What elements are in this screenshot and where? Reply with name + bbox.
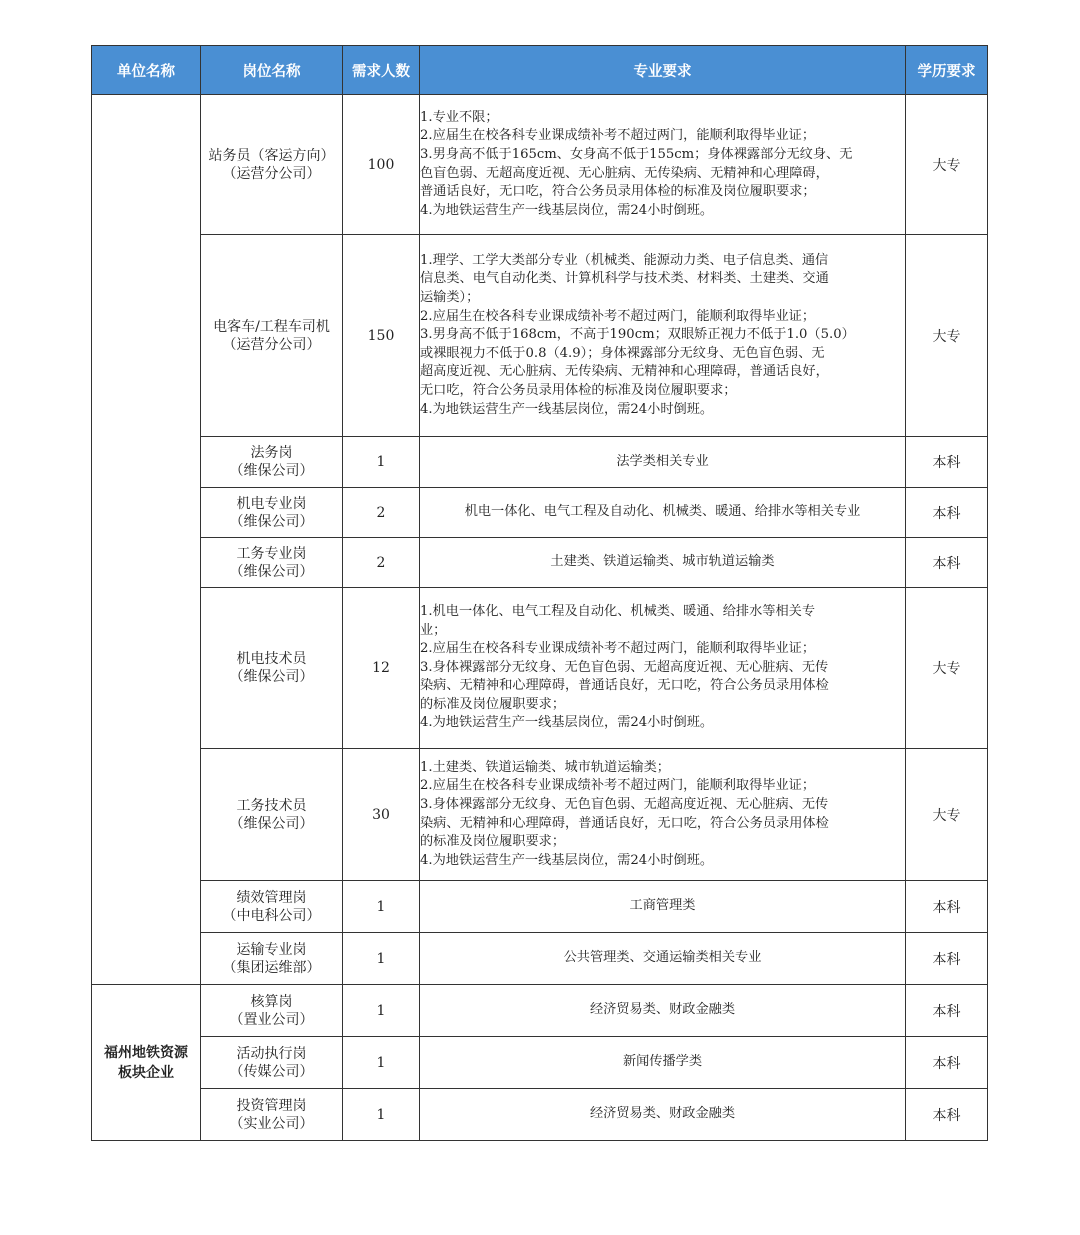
requirement-line: 2.应届生在校各科专业课成绩补考不超过两门，能顺利取得毕业证；: [420, 778, 816, 794]
position-title: 法务岗: [250, 445, 293, 461]
job-requirements-table: [91, 45, 988, 1141]
requirement-line: 色盲色弱、无超高度近视、无心脏病、无传染病、无精神和心理障碍，: [420, 165, 829, 181]
requirement-line: 3.身体裸露部分无纹身、无色盲色弱、无超高度近视、无心脏病、无传: [420, 796, 829, 812]
headcount-cell: 12: [343, 588, 420, 749]
position-department: （维保公司）: [229, 463, 314, 479]
table-row: [92, 235, 988, 437]
table-row: [92, 437, 988, 488]
requirement-line: 1.理学、工学大类部分专业（机械类、能源动力类、电子信息类、通信: [420, 252, 829, 268]
requirement-line: 的标准及岗位履职要求；: [420, 834, 566, 850]
requirement-line: 公共管理类、交通运输类相关专业: [563, 950, 762, 966]
header-count: 需求人数: [343, 46, 420, 95]
unit-name-line: 板块企业: [118, 1064, 174, 1081]
position-cell: [201, 1089, 343, 1141]
requirement-line: 机电一体化、电气工程及自动化、机械类、暖通、给排水等相关专业: [464, 504, 861, 520]
position-title: 工务专业岗: [236, 545, 307, 562]
table-row: [92, 881, 988, 933]
position-department: （集团运维部）: [222, 959, 321, 976]
requirement-line: 3.男身高不低于168cm，不高于190cm；双眼矫正视力不低于1.0（5.0）: [420, 327, 855, 343]
table-row: [92, 588, 988, 749]
major-requirement-cell: [420, 985, 906, 1037]
position-department: （运营分公司）: [222, 336, 321, 353]
requirement-line: 经济贸易类、财政金融类: [589, 1002, 736, 1018]
position-cell: [201, 933, 343, 985]
major-requirement-cell: [420, 95, 906, 235]
position-cell: [201, 95, 343, 235]
education-cell: 大专: [906, 749, 988, 881]
position-title: 机电技术员: [236, 651, 307, 667]
education-cell: 大专: [906, 588, 988, 749]
headcount-cell: 2: [343, 538, 420, 588]
education-cell: 本科: [906, 1037, 988, 1089]
table-row: [92, 1037, 988, 1089]
table-row: [92, 488, 988, 538]
requirement-line: 2.应届生在校各科专业课成绩补考不超过两门，能顺利取得毕业证；: [420, 308, 816, 324]
headcount-cell: 30: [343, 749, 420, 881]
education-cell: 本科: [906, 985, 988, 1037]
position-department: （实业公司）: [229, 1115, 314, 1132]
headcount-cell: 2: [343, 488, 420, 538]
position-cell: [201, 1037, 343, 1089]
table-row: [92, 1089, 988, 1141]
position-cell: [201, 749, 343, 881]
position-department: （维保公司）: [229, 669, 314, 685]
major-requirement-cell: [420, 488, 906, 538]
table-body: [92, 95, 988, 1141]
education-cell: 本科: [906, 933, 988, 985]
position-cell: [201, 488, 343, 538]
education-cell: 本科: [906, 538, 988, 588]
education-cell: 本科: [906, 437, 988, 488]
position-title: 站务员（客运方向）: [208, 147, 335, 164]
requirement-line: 2.应届生在校各科专业课成绩补考不超过两门，能顺利取得毕业证；: [420, 641, 816, 657]
requirement-line: 超高度近视、无心脏病、无传染病、无精神和心理障碍，普通话良好，: [420, 364, 829, 380]
requirement-line: 土建类、铁道运输类、城市轨道运输类: [550, 554, 775, 570]
headcount-cell: 1: [343, 933, 420, 985]
requirement-line: 染病、无精神和心理障碍，普通话良好，无口吃，符合公务员录用体检: [420, 678, 829, 694]
requirement-line: 1.机电一体化、电气工程及自动化、机械类、暖通、给排水等相关专: [420, 603, 816, 619]
table-row: [92, 538, 988, 588]
requirement-line: 或裸眼视力不低于0.8（4.9）；身体裸露部分无纹身、无色盲色弱、无: [420, 345, 825, 361]
education-cell: 本科: [906, 1089, 988, 1141]
requirement-line: 1.土建类、铁道运输类、城市轨道运输类；: [420, 759, 670, 775]
table-row: [92, 985, 988, 1037]
requirement-line: 4.为地铁运营生产一线基层岗位，需24小时倒班。: [420, 401, 714, 417]
position-title: 工务技术员: [236, 797, 307, 814]
header-major: 专业要求: [420, 46, 906, 95]
position-title: 活动执行岗: [236, 1045, 307, 1062]
position-title: 运输专业岗: [236, 941, 307, 958]
requirement-line: 工商管理类: [629, 898, 696, 914]
table-row: [92, 933, 988, 985]
position-department: （传媒公司）: [229, 1063, 314, 1080]
requirement-line: 4.为地铁运营生产一线基层岗位，需24小时倒班。: [420, 852, 714, 868]
position-cell: [201, 235, 343, 437]
header-position: 岗位名称: [201, 46, 343, 95]
major-requirement-cell: [420, 1089, 906, 1141]
education-cell: 大专: [906, 95, 988, 235]
table-header-row: [92, 46, 988, 95]
position-cell: [201, 588, 343, 749]
position-cell: [201, 881, 343, 933]
major-requirement-cell: [420, 437, 906, 488]
major-requirement-cell: [420, 538, 906, 588]
requirement-line: 染病、无精神和心理障碍，普通话良好，无口吃，符合公务员录用体检: [420, 815, 829, 831]
header-education: 学历要求: [906, 46, 988, 95]
unit-name-cell: [92, 95, 201, 985]
requirement-line: 3.男身高不低于165cm、女身高不低于155cm；身体裸露部分无纹身、无: [420, 146, 853, 162]
position-title: 投资管理岗: [236, 1097, 307, 1114]
headcount-cell: 1: [343, 1037, 420, 1089]
requirement-line: 无口吃，符合公务员录用体检的标准及岗位履职要求；: [420, 382, 737, 398]
requirement-line: 业；: [420, 622, 447, 638]
headcount-cell: 1: [343, 437, 420, 488]
major-requirement-cell: [420, 749, 906, 881]
position-title: 核算岗: [250, 993, 293, 1010]
unit-name-cell: [92, 985, 201, 1141]
position-cell: [201, 437, 343, 488]
headcount-cell: 1: [343, 881, 420, 933]
position-department: （运营分公司）: [222, 165, 321, 182]
position-department: （置业公司）: [229, 1011, 314, 1028]
position-department: （中电科公司）: [222, 907, 321, 924]
major-requirement-cell: [420, 933, 906, 985]
position-department: （维保公司）: [229, 563, 314, 580]
position-cell: [201, 538, 343, 588]
requirement-line: 经济贸易类、财政金融类: [589, 1106, 736, 1122]
headcount-cell: 1: [343, 1089, 420, 1141]
requirement-line: 2.应届生在校各科专业课成绩补考不超过两门，能顺利取得毕业证；: [420, 128, 816, 144]
major-requirement-cell: [420, 235, 906, 437]
requirement-line: 普通话良好，无口吃，符合公务员录用体检的标准及岗位履职要求；: [420, 184, 816, 200]
requirement-line: 1.专业不限；: [420, 109, 499, 125]
requirement-line: 的标准及岗位履职要求；: [420, 696, 566, 712]
requirement-line: 信息类、电气自动化类、计算机科学与技术类、材料类、土建类、交通: [420, 271, 829, 287]
education-cell: 大专: [906, 235, 988, 437]
header-unit: 单位名称: [92, 46, 201, 95]
headcount-cell: 1: [343, 985, 420, 1037]
major-requirement-cell: [420, 881, 906, 933]
headcount-cell: 150: [343, 235, 420, 437]
position-title: 电客车/工程车司机: [213, 318, 330, 335]
education-cell: 本科: [906, 488, 988, 538]
position-department: （维保公司）: [229, 513, 314, 530]
requirement-line: 运输类）；: [420, 290, 480, 306]
requirement-line: 法学类相关专业: [616, 453, 709, 469]
requirement-line: 新闻传播学类: [622, 1054, 703, 1070]
position-title: 机电专业岗: [236, 495, 307, 512]
major-requirement-cell: [420, 1037, 906, 1089]
requirement-line: 4.为地铁运营生产一线基层岗位，需24小时倒班。: [420, 715, 714, 731]
position-department: （维保公司）: [229, 815, 314, 832]
requirement-line: 3.身体裸露部分无纹身、无色盲色弱、无超高度近视、无心脏病、无传: [420, 659, 829, 675]
table-row: [92, 95, 988, 235]
education-cell: 本科: [906, 881, 988, 933]
major-requirement-cell: [420, 588, 906, 749]
headcount-cell: 100: [343, 95, 420, 235]
position-title: 绩效管理岗: [236, 889, 307, 906]
requirement-line: 4.为地铁运营生产一线基层岗位，需24小时倒班。: [420, 202, 714, 218]
table-row: [92, 749, 988, 881]
position-cell: [201, 985, 343, 1037]
unit-name-line: 福州地铁资源: [104, 1044, 188, 1061]
